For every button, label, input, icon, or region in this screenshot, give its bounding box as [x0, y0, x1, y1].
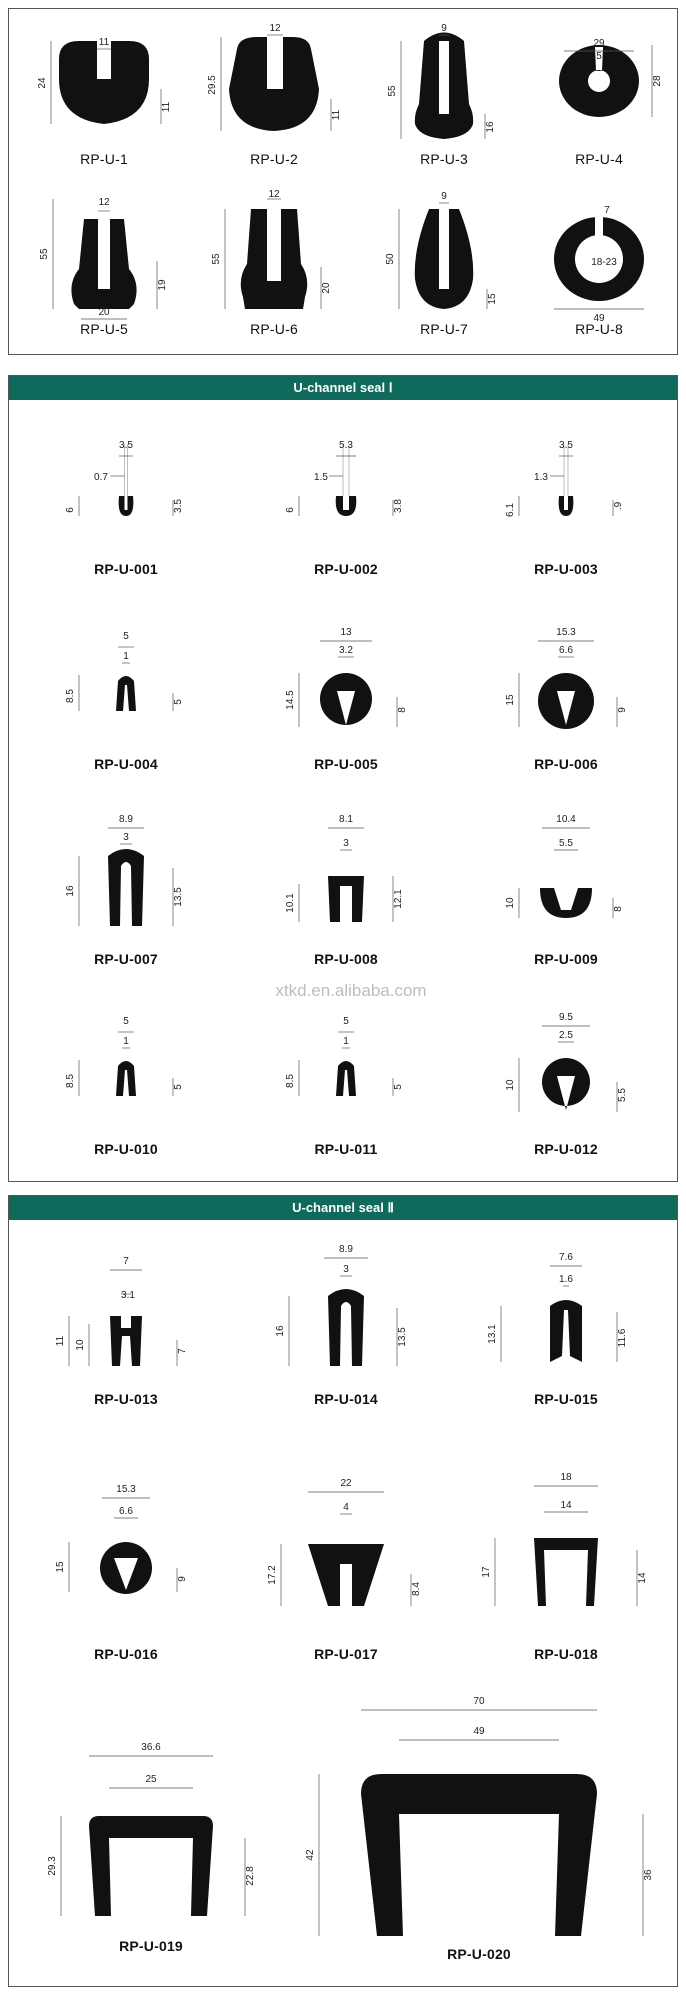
- dimension-label: 11.6: [617, 1328, 628, 1348]
- dimension-label: 15: [487, 293, 498, 305]
- profile-cell: [21, 996, 231, 1176]
- dimension-label: 3: [123, 832, 129, 843]
- dimension-label: 8.5: [285, 1074, 296, 1088]
- profile-cell: [21, 1716, 281, 1966]
- dimension-label: 8.5: [65, 1074, 76, 1088]
- dimension-label: 42: [305, 1849, 316, 1861]
- dimension-label: 29.3: [47, 1856, 58, 1876]
- dimension-label: 14: [637, 1572, 648, 1584]
- dimension-label: 8: [613, 906, 624, 912]
- dimension-label: 18-23: [591, 257, 617, 268]
- profile-shape: [361, 1774, 597, 1936]
- profile-shape: [71, 219, 136, 309]
- dimension-label: 14: [560, 1500, 572, 1511]
- dimension-label: 17: [481, 1566, 492, 1578]
- profile-cell: [199, 189, 349, 354]
- dimension-label: 3: [343, 1264, 349, 1275]
- profile-code: RP-U-5: [80, 321, 128, 337]
- profile-code: RP-U-009: [534, 951, 598, 967]
- dimension-label: 3.2: [339, 645, 353, 656]
- dimension-label: 5: [123, 631, 129, 642]
- dimension-label: 5: [173, 1084, 184, 1090]
- profile-code: RP-U-015: [534, 1391, 598, 1407]
- profile-shape: [59, 41, 149, 124]
- top-profile-box: [8, 8, 678, 355]
- dimension-label: 5: [393, 1084, 404, 1090]
- dimension-label: 12: [269, 23, 281, 34]
- dimension-label: 20: [98, 307, 110, 318]
- dimension-label: 3.5: [119, 440, 133, 451]
- dimension-label: 5: [596, 51, 602, 62]
- dimension-label: 13: [340, 627, 352, 638]
- profile-cell: [461, 996, 671, 1176]
- dimension-label: 5: [343, 1016, 349, 1027]
- profile-shape: [116, 676, 136, 711]
- dimension-label: 10: [505, 897, 516, 909]
- profile-cell: [299, 1696, 659, 1966]
- dimension-label: 10.4: [556, 814, 576, 825]
- dimension-label: 24: [37, 77, 48, 89]
- dimension-label: 8.9: [339, 1244, 353, 1255]
- profile-cell: [461, 1236, 671, 1436]
- profile-cell: [29, 189, 179, 354]
- dimension-label: 11: [331, 109, 342, 121]
- profile-shape: [415, 209, 473, 309]
- profile-cell: [21, 806, 231, 986]
- watermark: xtkd.en.alibaba.com: [275, 981, 427, 1000]
- dimension-label: 9.5: [559, 1012, 573, 1023]
- profile-cell: [21, 1236, 231, 1436]
- dimension-label: 50: [385, 253, 396, 265]
- dimension-label: 55: [387, 85, 398, 97]
- profile-cell: [461, 1466, 671, 1686]
- profile-cell: [29, 19, 179, 184]
- dimension-label: 7: [177, 1348, 188, 1354]
- dimension-label: 28: [652, 75, 663, 87]
- dimension-label: 29: [593, 38, 605, 49]
- dimension-label: 0.7: [94, 472, 108, 483]
- dimension-label: 8.5: [65, 689, 76, 703]
- dimension-label: 13.5: [173, 887, 184, 907]
- profile-cell: [241, 806, 451, 986]
- dimension-label: 9: [441, 23, 447, 34]
- dimension-label: 20: [321, 282, 332, 294]
- profile-slot: [121, 1316, 131, 1328]
- dimension-label: 5.5: [617, 1088, 628, 1102]
- dimension-label: 9: [617, 707, 628, 713]
- dimension-label: 7: [123, 1256, 129, 1267]
- dimension-label: 8.9: [119, 814, 133, 825]
- dimension-label: 4: [343, 1502, 349, 1513]
- profile-shape: [229, 37, 319, 131]
- dimension-label: 1: [123, 651, 129, 662]
- profile-shape: [538, 673, 594, 729]
- profile-code: RP-U-6: [250, 321, 298, 337]
- dimension-label: 15: [505, 694, 516, 706]
- profile-shape: [540, 888, 592, 918]
- profile-shape: [116, 1061, 136, 1096]
- profile-slot: [595, 215, 603, 237]
- dimension-label: 3.8: [393, 499, 404, 513]
- profile-cell: [524, 189, 674, 354]
- profile-code: RP-U-001: [94, 561, 158, 577]
- dimension-label: 10: [75, 1339, 86, 1351]
- profile-code: RP-U-018: [534, 1646, 598, 1662]
- dimension-label: 22.8: [245, 1866, 256, 1886]
- dimension-label: 15.3: [556, 627, 576, 638]
- dimension-label: 14.5: [285, 690, 296, 710]
- dimension-label: 6: [65, 507, 76, 513]
- profile-code: RP-U-8: [575, 321, 623, 337]
- profile-code: RP-U-017: [314, 1646, 378, 1662]
- profile-code: RP-U-4: [575, 151, 623, 167]
- profile-shape: [534, 1538, 598, 1606]
- profile-shape: [328, 1289, 364, 1366]
- profile-code: RP-U-012: [534, 1141, 598, 1157]
- dimension-label: 8: [397, 707, 408, 713]
- dimension-label: 3.5: [173, 499, 184, 513]
- dimension-label: 17.2: [267, 1565, 278, 1585]
- dimension-label: 12: [268, 189, 280, 200]
- dimension-label: 6.1: [505, 503, 516, 517]
- dimension-label: 10.1: [285, 893, 296, 913]
- dimension-label: 25: [145, 1774, 157, 1785]
- profile-cell: [241, 611, 451, 791]
- dimension-label: 16: [275, 1325, 286, 1337]
- dimension-label: 16: [65, 885, 76, 897]
- dimension-label: 2.5: [559, 1030, 573, 1041]
- dimension-label: 6.6: [119, 1506, 133, 1517]
- profile-shape: [89, 1816, 213, 1916]
- profile-code: RP-U-019: [119, 1938, 183, 1954]
- profile-cell: [461, 806, 671, 986]
- profile-shape: [241, 209, 308, 309]
- profile-cell: [369, 19, 519, 184]
- dimension-label: 9: [441, 191, 447, 202]
- profile-code: RP-U-014: [314, 1391, 378, 1407]
- dimension-label: 55: [39, 248, 50, 260]
- profile-code: RP-U-2: [250, 151, 298, 167]
- dimension-label: 12: [98, 197, 110, 208]
- profile-shape: [559, 496, 574, 516]
- profile-code: RP-U-020: [447, 1946, 511, 1962]
- dimension-label: 70: [473, 1696, 485, 1707]
- profile-code: RP-U-010: [94, 1141, 158, 1157]
- section-u-channel-2: [8, 1195, 678, 1987]
- profile-code: RP-U-003: [534, 561, 598, 577]
- profile-shape: [550, 1300, 582, 1362]
- dimension-label: 29.5: [207, 75, 218, 95]
- dimension-label: 10: [505, 1079, 516, 1091]
- profile-cell: [241, 1466, 451, 1686]
- dimension-label: 49: [473, 1726, 485, 1737]
- dimension-label: 5: [123, 1016, 129, 1027]
- profile-shape: [108, 849, 144, 926]
- dimension-label: 16: [485, 121, 496, 133]
- dimension-label: 7.6: [559, 1252, 573, 1263]
- profile-hole: [343, 501, 349, 507]
- profile-shape: [336, 1061, 356, 1096]
- dimension-label: 12.1: [393, 889, 404, 909]
- profile-code: RP-U-7: [420, 321, 468, 337]
- profile-code: RP-U-013: [94, 1391, 158, 1407]
- dimension-label: 5.5: [559, 838, 573, 849]
- profile-shape: [100, 1542, 152, 1594]
- profile-shape: [415, 33, 473, 140]
- dimension-label: 5.3: [339, 440, 353, 451]
- dimension-label: 1: [123, 1036, 129, 1047]
- dimension-label: 18: [560, 1472, 572, 1483]
- dimension-label: 8.1: [339, 814, 353, 825]
- dimension-label: 5: [173, 699, 184, 705]
- profile-cell: [21, 611, 231, 791]
- dimension-label: 3: [343, 838, 349, 849]
- profile-code: RP-U-004: [94, 756, 158, 772]
- dimension-label: 8.4: [411, 1582, 422, 1596]
- section-title: U-channel seal Ⅰ: [9, 376, 677, 400]
- section-u-channel-1: [8, 375, 678, 1182]
- profile-code: RP-U-016: [94, 1646, 158, 1662]
- profile-code: RP-U-006: [534, 756, 598, 772]
- dimension-label: 36.6: [141, 1742, 161, 1753]
- profile-shape: [320, 673, 372, 725]
- dimension-label: 1.6: [559, 1274, 573, 1285]
- profile-cell: [21, 416, 231, 596]
- dimension-label: 15: [55, 1561, 66, 1573]
- profile-shape: [328, 876, 364, 922]
- dimension-label: 11: [98, 37, 110, 48]
- dimension-label: 9: [177, 1576, 188, 1582]
- dimension-label: 49: [593, 313, 605, 324]
- profile-code: RP-U-002: [314, 561, 378, 577]
- profile-shape: [308, 1544, 384, 1606]
- dimension-label: 1.3: [534, 472, 548, 483]
- profile-cell: [461, 611, 671, 791]
- profile-cell: [241, 416, 451, 596]
- dimension-label: 15.3: [116, 1484, 136, 1495]
- dimension-label: .9: [613, 501, 624, 511]
- dimension-label: 11: [55, 1335, 66, 1347]
- dimension-label: 22: [340, 1478, 352, 1489]
- dimension-label: 11: [161, 101, 172, 113]
- dimension-label: 13.1: [487, 1324, 498, 1344]
- profile-cell: [524, 19, 674, 184]
- profile-cell: [369, 189, 519, 354]
- dimension-label: 1: [343, 1036, 349, 1047]
- dimension-label: 3.5: [559, 440, 573, 451]
- dimension-label: 19: [157, 279, 168, 291]
- profile-cell: [461, 416, 671, 596]
- dimension-label: 13.5: [397, 1327, 408, 1347]
- profile-code: RP-U-3: [420, 151, 468, 167]
- section-title: U-channel seal Ⅱ: [9, 1196, 677, 1220]
- profile-shape: [542, 1058, 590, 1110]
- profile-code: RP-U-008: [314, 951, 378, 967]
- profile-code: RP-U-011: [314, 1141, 378, 1157]
- profile-cell: [241, 1236, 451, 1436]
- dimension-label: 6.6: [559, 645, 573, 656]
- dimension-label: 3.1: [121, 1290, 135, 1301]
- profile-code: RP-U-007: [94, 951, 158, 967]
- profile-code: RP-U-005: [314, 756, 378, 772]
- profile-cell: [199, 19, 349, 184]
- dimension-label: 7: [604, 205, 610, 216]
- profile-cell: [241, 996, 451, 1176]
- profile-cell: [21, 1466, 231, 1686]
- dimension-label: 6: [285, 507, 296, 513]
- profile-shape: [119, 496, 134, 516]
- profile-code: RP-U-1: [80, 151, 128, 167]
- dimension-label: 36: [643, 1869, 654, 1881]
- dimension-label: 55: [211, 253, 222, 265]
- dimension-label: 1.5: [314, 472, 328, 483]
